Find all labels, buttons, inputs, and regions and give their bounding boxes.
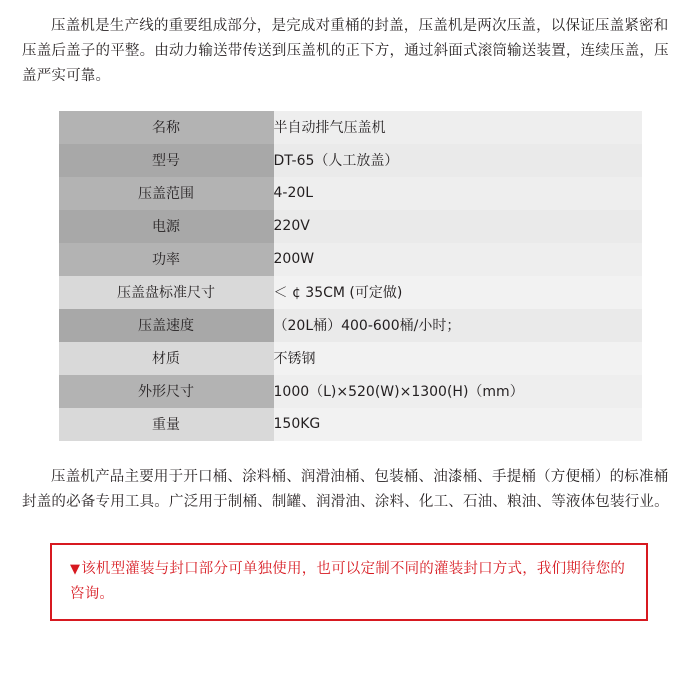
intro-paragraph: 压盖机是生产线的重要组成部分，是完成对重桶的封盖，压盖机是两次压盖，以保证压盖紧密和压盖后盖子的平整。由动力输送带传送到压盖机的正下方，通过斜面式滚筒输送装置，连续压盖，压盖严实可靠。	[22, 18, 669, 84]
spec-value: 220V	[274, 210, 642, 243]
spec-value: 150KG	[274, 408, 642, 441]
spec-key: 型号	[59, 144, 274, 177]
spec-value: DT-65（人工放盖）	[274, 144, 642, 177]
table-row	[59, 276, 642, 309]
spec-key: 名称	[59, 111, 274, 144]
table-row	[59, 309, 642, 342]
spec-key: 外形尺寸	[59, 375, 274, 408]
spec-value: 4-20L	[274, 177, 642, 210]
spec-value: 半自动排气压盖机	[274, 111, 642, 144]
table-row	[59, 408, 642, 441]
triangle-down-icon: ▼	[70, 561, 81, 577]
notice-text: 该机型灌装与封口部分可单独使用，也可以定制不同的灌装封口方式，我们期待您的咨询。	[70, 560, 626, 602]
body-paragraph: 压盖机产品主要用于开口桶、涂料桶、润滑油桶、包装桶、油漆桶、手提桶（方便桶）的标准桶封盖的必备专用工具。广泛用于制桶、制罐、润滑油、涂料、化工、石油、粮油、等液体包装行业。	[22, 468, 669, 510]
table-row	[59, 210, 642, 243]
table-row	[59, 375, 642, 408]
spec-key: 电源	[59, 210, 274, 243]
table-row	[59, 243, 642, 276]
spec-key: 功率	[59, 243, 274, 276]
spec-value: （20L桶）400-600桶/小时；	[274, 309, 642, 342]
notice-box	[50, 543, 648, 621]
spec-key: 材质	[59, 342, 274, 375]
spec-key: 压盖盘标准尺寸	[59, 276, 274, 309]
table-row	[59, 111, 642, 144]
spec-value: 不锈钢	[274, 342, 642, 375]
spec-key: 压盖范围	[59, 177, 274, 210]
table-row	[59, 177, 642, 210]
spec-value: ＜ ¢ 35CM (可定做)	[274, 276, 642, 309]
notice-text-line	[70, 557, 630, 607]
spec-key: 重量	[59, 408, 274, 441]
spec-key: 压盖速度	[59, 309, 274, 342]
spec-value: 1000（L)×520(W)×1300(H)（mm）	[274, 375, 642, 408]
spec-table-container	[0, 89, 700, 441]
table-row	[59, 144, 642, 177]
table-row	[59, 342, 642, 375]
spec-value: 200W	[274, 243, 642, 276]
spec-table	[59, 111, 642, 441]
